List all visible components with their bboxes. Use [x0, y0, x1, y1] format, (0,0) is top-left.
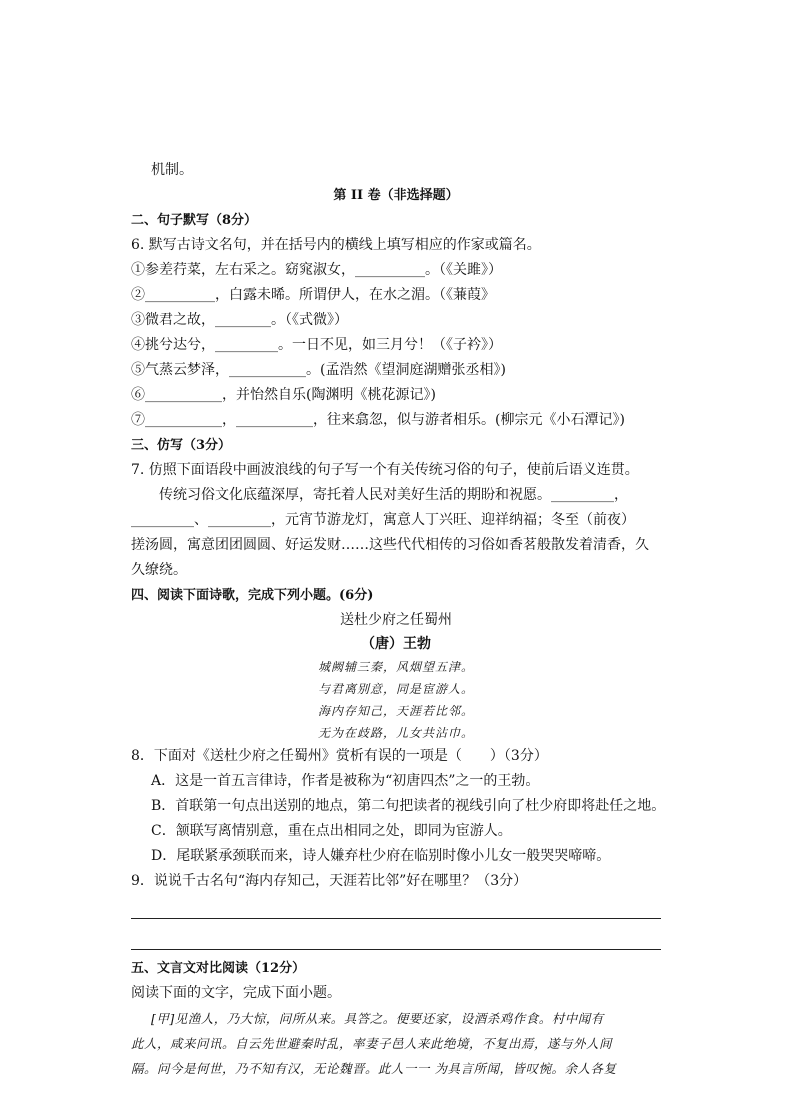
q8-choice-b: B．首联第一句点出送别的地点，第二句把读者的视线引向了杜少府即将赴任之地。	[151, 798, 666, 814]
q8-choice-a: A．这是一首五言律诗，作者是被称为“初唐四杰”之一的王勃。	[151, 773, 540, 789]
q6-item-5: ⑤气蒸云梦泽，___________。(孟浩然《望洞庭湖赠张丞相》)	[131, 362, 506, 378]
section2-heading: 二、句子默写（8分）	[131, 213, 258, 228]
poem-line-4: 无为在歧路，儿女共沾巾。	[317, 726, 474, 740]
q6-item-3: ③微君之故，________。（《式微》）	[131, 312, 348, 328]
question-7: 7. 仿照下面语段中画波浪线的句子写一个有关传统习俗的句子，使前后语义连贯。	[131, 462, 639, 478]
q7-para-line-1: 传统习俗文化底蕴深厚，寄托着人民对美好生活的期盼和祝愿。_________，	[159, 487, 628, 503]
section4-heading: 四、阅读下面诗歌，完成下列小题。(6分)	[131, 588, 374, 603]
poem-title: 送杜少府之任蜀州	[340, 612, 452, 628]
q6-item-2: ②__________，白露未晞。所谓伊人，在水之湄。（《蒹葭》	[131, 287, 495, 303]
classical-text-line-3: 隔。问今是何世，乃不知有汉，无论魏晋。此人一一 为具言所闻，皆叹惋。余人各复	[131, 1061, 617, 1076]
answer-line-2	[131, 925, 661, 950]
q7-para-line-4: 久缭绕。	[131, 562, 187, 578]
q7-para-line-3: 搓汤圆，寓意团团圆圆、好运发财……这些代代相传的习俗如香茗般散发着清香，久	[131, 537, 649, 553]
q6-item-1: ①参差荇菜，左右采之。窈窕淑女，__________。（《关雎》）	[131, 262, 502, 278]
question-8: 8．下面对《送杜少府之任蜀州》赏析有误的一项是（ ）（3分）	[131, 748, 548, 764]
classical-text-line-2: 此人，咸来问讯。自云先世避秦时乱，率妻子邑人来此绝境，不复出焉，遂与外人间	[131, 1036, 613, 1051]
q6-item-4: ④挑兮达兮，_________。一日不见，如三月兮！（《子衿》）	[131, 337, 502, 353]
poem-line-2: 与君离别意，同是宦游人。	[317, 682, 474, 696]
q6-item-7: ⑦___________，___________，往来翕忽，似与游者相乐。(柳宗元《小石潭记》)	[131, 412, 625, 428]
q7-para-line-2: _________、_________，元宵节游龙灯，寓意人丁兴旺、迎祥纳福；冬至（前夜）	[131, 512, 635, 528]
section5-heading: 五、文言文对比阅读（12分）	[131, 961, 306, 976]
section5-instruction: 阅读下面的文字，完成下面小题。	[131, 985, 341, 1001]
poem-line-3: 海内存知己，天涯若比邻。	[317, 704, 474, 718]
question-6: 6. 默写古诗文名句，并在括号内的横线上填写相应的作家或篇名。	[131, 237, 541, 253]
q8-choice-c: C．颔联写离情别意，重在点出相同之处，即同为宦游人。	[151, 823, 512, 839]
question-9: 9．说说千古名句“海内存知己，天涯若比邻”好在哪里？（3分）	[131, 873, 528, 889]
top-fragment: 机制。	[151, 162, 193, 178]
q8-choice-d: D．尾联紧承颈联而来，诗人嫌弃杜少府在临别时像小儿女一般哭哭啼啼。	[151, 848, 611, 864]
section3-heading: 三、仿写（3分）	[131, 438, 232, 453]
poem-line-1: 城阙辅三秦，风烟望五津。	[317, 660, 474, 674]
classical-text-line-1: [甲]见渔人，乃大惊，问所从来。具答之。便要还家，设酒杀鸡作食。村中闻有	[151, 1011, 604, 1026]
volume-title: 第 II 卷（非选择题）	[333, 188, 459, 203]
q6-item-6: ⑥___________，并怡然自乐(陶渊明《桃花源记》)	[131, 387, 436, 403]
answer-line-1	[131, 894, 661, 919]
exam-content	[131, 158, 666, 1081]
poem-author: （唐）王勃	[361, 636, 431, 652]
